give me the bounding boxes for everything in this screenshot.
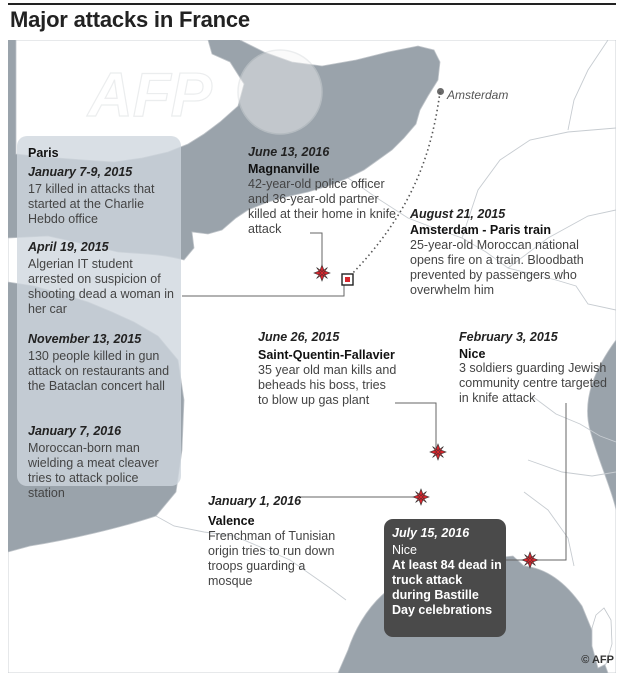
saint-quentin-date: June 26, 2015 xyxy=(258,330,340,344)
page-title: Major attacks in France xyxy=(10,7,250,32)
nice-2015-place: Nice xyxy=(459,347,486,361)
valence-date: January 1, 2016 xyxy=(208,494,302,508)
paris-event-date: November 13, 2015 xyxy=(28,332,142,346)
nice-2016-box xyxy=(384,519,506,637)
saint-quentin-place: Saint-Quentin-Fallavier xyxy=(258,348,395,362)
attack-marker-saint-quentin xyxy=(430,444,446,460)
valence-description: Frenchman of Tunisian origin tries to run down troops guarding a mosque xyxy=(208,529,336,588)
afp-credit: © AFP xyxy=(581,654,614,666)
paris-heading: Paris xyxy=(28,146,59,160)
connector-saint-quentin xyxy=(395,403,436,448)
attack-marker-valence xyxy=(413,489,429,505)
paris-events-panel xyxy=(17,136,181,500)
nice-2015-description: 3 soldiers guarding Jewish community centre targeted in knife attack xyxy=(459,361,607,405)
paris-event-description: 130 people killed in gun attack on restaurants and the Bataclan concert hall xyxy=(28,349,170,393)
paris-event-description: Algerian IT student arrested on suspicion of shooting dead a woman in her car xyxy=(28,257,174,316)
watermark-text: AFP xyxy=(88,61,212,130)
connector-paris xyxy=(182,284,344,296)
train-place: Amsterdam - Paris train xyxy=(410,223,552,237)
connector-magnanville xyxy=(310,233,322,270)
nice-2016-date: July 15, 2016 xyxy=(392,526,470,540)
magnanville-description: 42-year-old police officer and 36-year-old partner killed at their home in knife attack xyxy=(248,177,396,236)
paris-event-date: April 19, 2015 xyxy=(28,240,109,254)
magnanville-date: June 13, 2016 xyxy=(248,145,330,159)
city-label-amsterdam: Amsterdam xyxy=(447,88,509,102)
paris-marker-icon xyxy=(342,274,353,285)
connector-nice-2015 xyxy=(536,403,566,560)
paris-event-description: 17 killed in attacks that started at the Charlie Hebdo office xyxy=(28,182,155,226)
magnanville-place: Magnanville xyxy=(248,162,320,176)
attack-marker-nice xyxy=(522,552,538,568)
paris-event-date: January 7-9, 2015 xyxy=(28,165,133,179)
attack-marker-magnanville xyxy=(314,265,330,281)
saint-quentin-description: 35 year old man kills and beheads his boss, tries to blow up gas plant xyxy=(258,363,397,407)
paris-event-description: Moroccan-born man wielding a meat cleaver tries to attack police station xyxy=(28,441,159,500)
nice-2016-description: At least 84 dead in truck attack during Bastille Day celebrations xyxy=(392,558,502,617)
train-description: 25-year-old Moroccan national opens fire on a train. Bloodbath prevented by passengers who overwhelm him xyxy=(410,238,584,297)
valence-place: Valence xyxy=(208,514,255,528)
nice-2015-date: February 3, 2015 xyxy=(459,330,558,344)
nice-2016-place: Nice xyxy=(392,543,418,557)
train-date: August 21, 2015 xyxy=(410,207,506,221)
paris-event-date: January 7, 2016 xyxy=(28,424,122,438)
